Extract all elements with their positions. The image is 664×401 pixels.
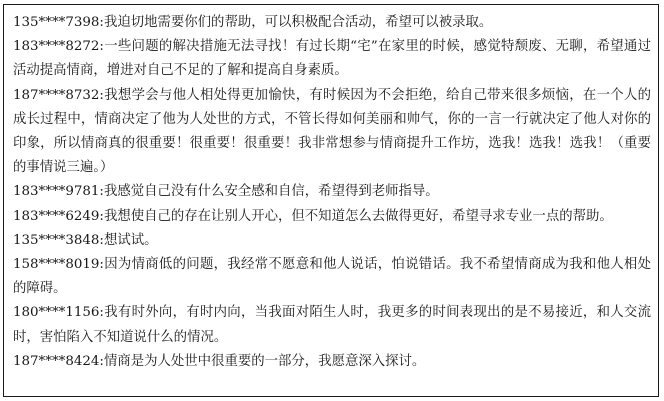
- entry-phone: 135****3848:: [13, 232, 104, 248]
- entry-text: 我迫切地需要你们的帮助，可以积极配合活动，希望可以被录取。: [103, 15, 493, 30]
- entry-text: 一些问题的解决措施无法寻找！有过长期“宅”在家里的时候，感觉特颓废、无聊，希望通过活动提高情商，增进对自己不足的了解和提高自身素质。: [13, 39, 651, 79]
- bordered-text-box: [3, 4, 659, 397]
- entry-phone: 183****6249:: [13, 208, 104, 224]
- entry-5: [13, 205, 651, 229]
- entry-6: [13, 229, 651, 253]
- entry-2: [13, 35, 651, 83]
- entry-text: 我想学会与他人相处得更加愉快，有时候因为不会拒绝，给自己带来很多烦恼，在一个人的成长过程中，情商决定了他为人处世的方式，不管长得如何美丽和帅气，你的一言一行就决定了他人对你的印象，所以情商真的很重要！很重要！很重要！我非常想参与情商提升工作坊，选我！选我！选我！（重要的事情说三遍。）: [13, 87, 651, 176]
- entry-text: 想试试。: [103, 232, 158, 248]
- entry-text: 我想使自己的存在让别人开心，但不知道怎么去做得更好，希望寻求专业一点的帮助。: [103, 208, 613, 224]
- entry-phone: 183****9781:: [13, 184, 104, 200]
- entry-3: [13, 84, 651, 181]
- entry-text: 情商是为人处世中很重要的一部分，我愿意深入探讨。: [103, 353, 426, 369]
- entry-phone: 180****1156:: [13, 305, 104, 321]
- entry-phone: 183****8272:: [13, 39, 104, 55]
- entry-phone: 187****8732:: [13, 87, 104, 103]
- entry-8: [13, 301, 651, 349]
- entry-9: [13, 350, 651, 374]
- entry-text: 我感觉自己没有什么安全感和自信，希望得到老师指导。: [103, 184, 439, 200]
- entry-4: [13, 180, 651, 204]
- entry-1: [13, 11, 651, 35]
- entry-7: [13, 253, 651, 301]
- entry-text: 因为情商低的问题，我经常不愿意和他人说话，怕说错话。我不希望情商成为我和他人相处的障碍。: [13, 257, 651, 297]
- entry-phone: 158****8019:: [13, 257, 104, 273]
- entry-text: 我有时外向，有时内向，当我面对陌生人时，我更多的时间表现出的是不易接近，和人交流时，害怕陷入不知道说什么的情况。: [13, 305, 651, 345]
- entry-phone: 187****8424:: [13, 353, 104, 369]
- entry-phone: 135****7398:: [13, 15, 104, 30]
- entry-list: [13, 11, 651, 374]
